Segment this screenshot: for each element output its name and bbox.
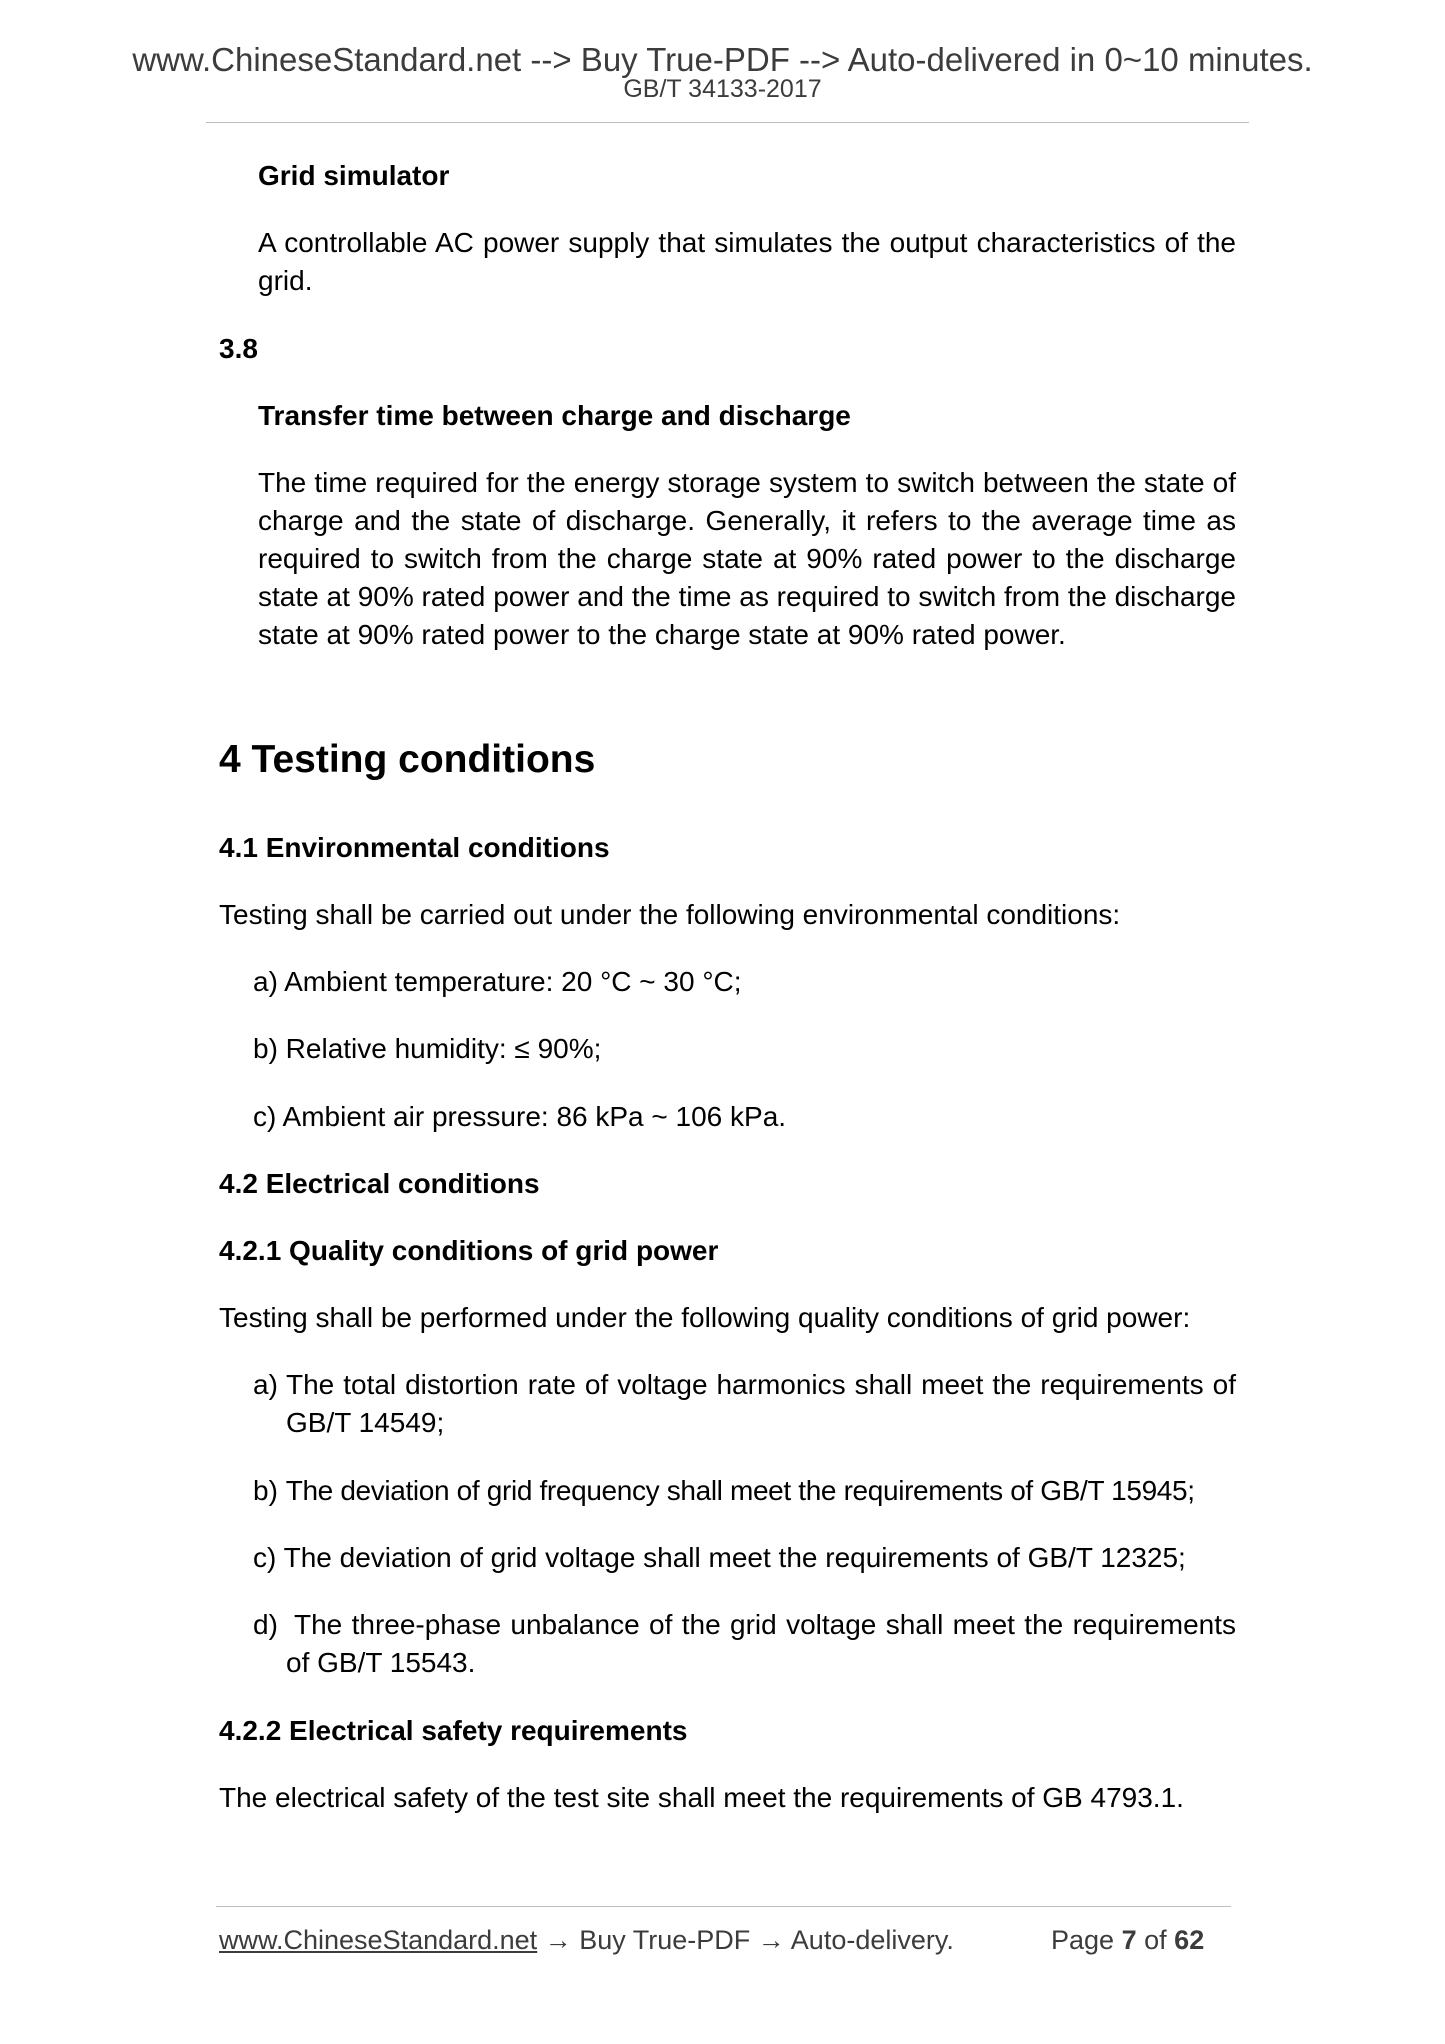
section-4-2-2-text: The electrical safety of the test site shall meet the requirements of GB 4793.1. xyxy=(219,1782,1184,1813)
list-item-text: The total distortion rate of voltage harmonics shall meet the requirements of GB/T 14549; xyxy=(286,1369,1236,1438)
list-item-text: The three-phase unbalance of the grid voltage shall meet the requirements of GB/T 15543. xyxy=(286,1609,1236,1678)
list-item xyxy=(253,1539,1243,1577)
footer-divider xyxy=(216,1906,1231,1907)
page-total: 62 xyxy=(1174,1925,1205,1955)
top-banner[interactable]: www.ChineseStandard.net --> Buy True-PDF --> Auto-delivered in 0~10 minutes. xyxy=(132,41,1313,78)
section-4-2-heading: 4.2 Electrical conditions xyxy=(219,1168,540,1199)
term-3-8-number: 3.8 xyxy=(219,333,258,364)
list-item-text: The deviation of grid frequency shall meet the requirements of GB/T 15945; xyxy=(285,1475,1195,1506)
footer-links xyxy=(219,1923,954,1957)
of-label: of xyxy=(1144,1925,1167,1955)
term-3-7-definition: A controllable AC power supply that simulates the output characteristics of the grid. xyxy=(258,227,1236,296)
list-item: a) Ambient temperature: 20 °C ~ 30 °C; xyxy=(253,966,742,997)
footer-site-link[interactable]: www.ChineseStandard.net xyxy=(219,1925,538,1955)
list-item xyxy=(253,1606,1236,1682)
list-marker: c) xyxy=(253,1542,277,1573)
page-indicator xyxy=(1051,1923,1204,1957)
list-item: c) Ambient air pressure: 86 kPa ~ 106 kPa. xyxy=(253,1101,787,1132)
section-4-1-heading: 4.1 Environmental conditions xyxy=(219,832,610,863)
term-3-7-title: Grid simulator xyxy=(258,160,450,191)
section-4-2-1-heading: 4.2.1 Quality conditions of grid power xyxy=(219,1235,719,1266)
section-4-2-2-heading: 4.2.2 Electrical safety requirements xyxy=(219,1715,688,1746)
section-4-2-1-intro: Testing shall be performed under the following quality conditions of grid power: xyxy=(219,1302,1191,1333)
list-item xyxy=(253,1366,1236,1442)
term-3-8-definition: The time required for the energy storage system to switch between the state of charge and the state of discharge. Generally, it refers to the average time as required to switch from the charge state at 90% rated power to the discharge state at 90% rated power and the time as required to switch from the discharge state at 90% rated power to the charge state at 90% rated power. xyxy=(258,467,1236,650)
list-marker: d) xyxy=(253,1609,278,1640)
footer-buy-text: Buy True-PDF xyxy=(579,1925,751,1955)
list-item-text: The deviation of grid voltage shall meet the requirements of GB/T 12325; xyxy=(283,1542,1186,1573)
arrow-icon: → xyxy=(757,1925,785,1955)
list-marker: a) xyxy=(253,1369,278,1400)
arrow-icon: → xyxy=(544,1925,572,1955)
standard-code: GB/T 34133-2017 xyxy=(623,75,822,103)
section-4-1-intro: Testing shall be carried out under the following environmental conditions: xyxy=(219,899,1121,930)
term-3-8-title: Transfer time between charge and discharge xyxy=(258,400,851,431)
list-item: b) Relative humidity: ≤ 90%; xyxy=(253,1033,602,1064)
page-number: 7 xyxy=(1121,1925,1137,1955)
list-item xyxy=(253,1472,1253,1510)
footer-delivery-text: Auto-delivery. xyxy=(790,1925,954,1955)
list-marker: b) xyxy=(253,1475,278,1506)
header-divider xyxy=(206,122,1249,123)
page-label: Page xyxy=(1051,1925,1115,1955)
section-4-heading: 4 Testing conditions xyxy=(219,738,596,781)
